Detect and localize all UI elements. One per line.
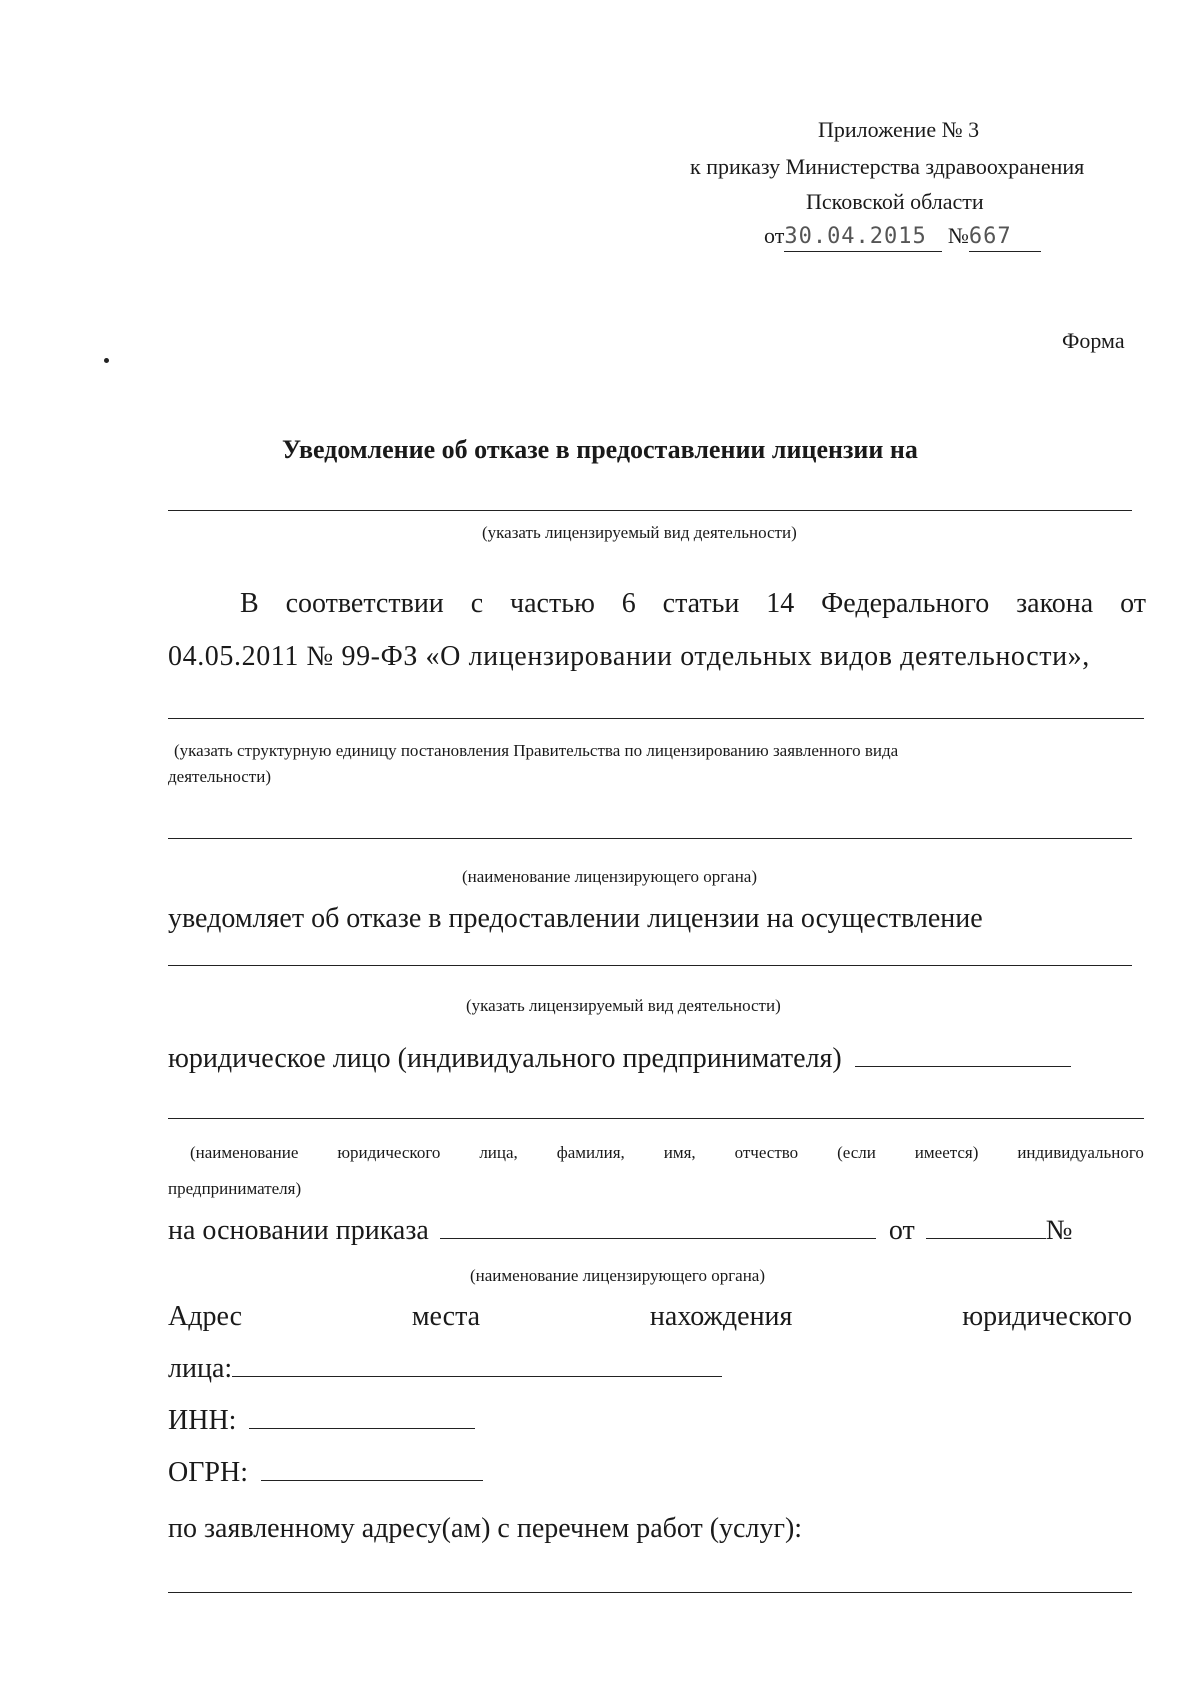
word: отчество [734, 1143, 799, 1162]
ogrn-line [168, 1456, 483, 1490]
hint-licensing-body-2: (наименование лицензирующего органа) [470, 1266, 766, 1285]
paragraph-line2: 04.05.2011 № 99-ФЗ «О лицензировании отдельных видов деятельности», [168, 641, 1090, 672]
order-date-blank[interactable] [926, 1237, 1046, 1239]
order-line [168, 1214, 1072, 1248]
word: статьи [662, 588, 740, 619]
hint-activity-2: (указать лицензируемый вид деятельности) [466, 996, 781, 1015]
appendix-date-line [764, 222, 1041, 252]
address-line [168, 1300, 1132, 1334]
address-cont-line [168, 1352, 722, 1386]
word: имя, [663, 1143, 696, 1162]
word: частью [510, 588, 595, 619]
word: 14 [766, 588, 795, 619]
word: В [240, 588, 259, 619]
scan-dot [104, 358, 109, 363]
order-from: от [888, 1215, 915, 1246]
word: (если [837, 1143, 876, 1162]
word: индивидуального [1017, 1143, 1144, 1162]
word: фамилия, [556, 1143, 625, 1162]
word: лица, [479, 1143, 518, 1162]
legal-entity-blank[interactable] [855, 1065, 1071, 1067]
word: 6 [621, 588, 636, 619]
address-blank[interactable] [232, 1375, 722, 1377]
handwritten-date: 30.04.2015 [784, 223, 942, 252]
hint-licensing-body-1: (наименование лицензирующего органа) [462, 867, 758, 886]
ogrn-label: ОГРН: [168, 1457, 248, 1488]
hint-activity-1: (указать лицензируемый вид деятельности) [482, 523, 797, 542]
word: юридического [962, 1301, 1132, 1332]
word: соответствии [285, 588, 444, 619]
declared-address-blank-line [168, 1592, 1132, 1593]
appendix-line1: Приложение № 3 [818, 117, 980, 142]
activity-line-2 [168, 965, 1132, 966]
legal-entity-label: юридическое лицо (индивидуального предпринимателя) [168, 1043, 842, 1074]
word: от [1120, 588, 1146, 619]
order-num: № [1045, 1215, 1073, 1246]
appendix-line2: к приказу Министерства здравоохранения [690, 154, 1085, 179]
structural-unit-line [168, 718, 1144, 719]
legal-entity-line [168, 1042, 1071, 1076]
inn-blank[interactable] [249, 1427, 475, 1429]
word: имеется) [914, 1143, 979, 1162]
order-label: на основании приказа [168, 1215, 429, 1246]
notifies-line: уведомляет об отказе в предоставлении лицензии на осуществление [168, 903, 983, 934]
word: с [470, 588, 484, 619]
appendix-line3: Псковской области [806, 189, 984, 214]
activity-line-1 [168, 510, 1132, 511]
form-label: Форма [1062, 328, 1125, 353]
word: юридического [337, 1143, 441, 1162]
entity-name-line [168, 1118, 1144, 1119]
ogrn-blank[interactable] [261, 1479, 483, 1481]
word: закона [1016, 588, 1094, 619]
hint-entity [190, 1142, 1144, 1164]
word: нахождения [649, 1301, 793, 1332]
inn-line [168, 1404, 475, 1438]
hint-entity-cont: предпринимателя) [168, 1179, 302, 1198]
hint-structural-unit-cont: деятельности) [168, 767, 271, 786]
word: (наименование [190, 1143, 299, 1162]
word: Адрес [168, 1301, 243, 1332]
document-title: Уведомление об отказе в предоставлении лицензии на [282, 435, 918, 464]
word: Федерального [821, 588, 990, 619]
paragraph-line1 [240, 587, 1146, 621]
address-cont-label: лица: [168, 1353, 233, 1384]
licensing-body-line-1 [168, 838, 1132, 839]
word: места [411, 1301, 481, 1332]
hint-structural-unit: (указать структурную единицу постановления Правительства по лицензированию заявленного вида [174, 741, 899, 760]
inn-label: ИНН: [168, 1405, 237, 1436]
declared-address-line: по заявленному адресу(ам) с перечнем работ (услуг): [168, 1513, 803, 1544]
order-blank[interactable] [440, 1237, 876, 1239]
handwritten-number: 667 [969, 223, 1041, 252]
date-prefix: от [764, 223, 785, 248]
number-prefix: № [947, 223, 969, 248]
